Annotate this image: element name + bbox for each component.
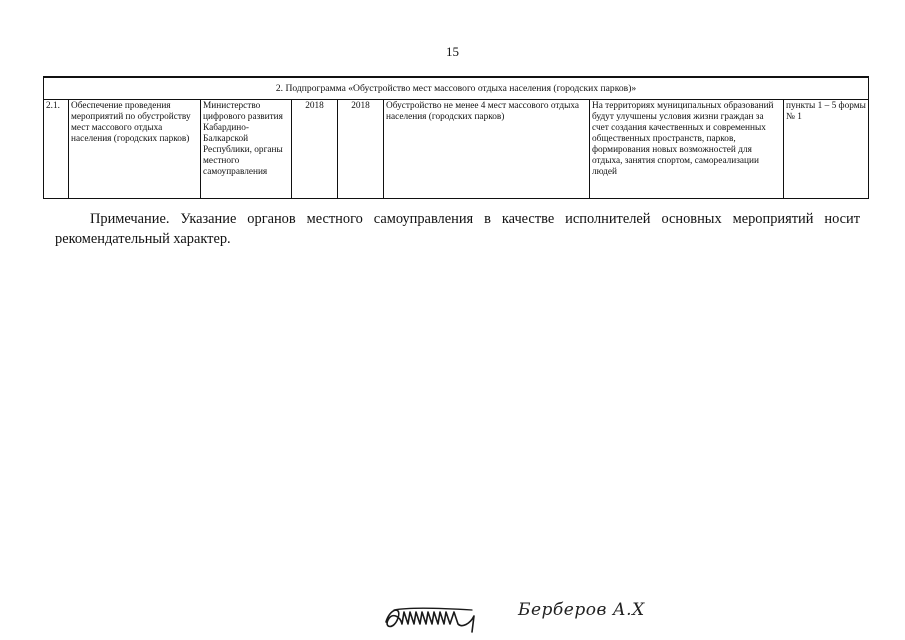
signature-name: Берберов А.Х xyxy=(518,600,645,620)
indicators-cell: пункты 1 – 5 формы № 1 xyxy=(784,100,869,199)
consequences-cell: На территориях муниципальных образований будут улучшены условия жизни граждан за счет создания качественных и современных общественных пространств, парков, формирования новых возможностей для отдыха, занятия спортом, самореализации людей xyxy=(590,100,784,199)
executor-cell: Министерство цифрового развития Кабардино-Балкарской Республики, органы местного самоуправления xyxy=(201,100,292,199)
end-year-cell: 2018 xyxy=(338,100,384,199)
row-number: 2.1. xyxy=(44,100,69,199)
subprogram-header-row xyxy=(44,77,869,100)
program-table xyxy=(43,76,869,199)
page-number: 15 xyxy=(446,44,459,59)
measure-cell: Обеспечение проведения мероприятий по обустройству мест массового отдыха населения (городских парков) xyxy=(69,100,201,199)
subprogram-title: 2. Подпрограмма «Обустройство мест массового отдыха населения (городских парков)» xyxy=(44,77,869,100)
start-year-cell: 2018 xyxy=(292,100,338,199)
table-row xyxy=(44,100,869,199)
note-paragraph: Примечание. Указание органов местного самоуправления в качестве исполнителей основных мероприятий носит рекомендательный характер. xyxy=(55,211,860,247)
expected-result-cell: Обустройство не менее 4 мест массового отдыха населения (городских парков) xyxy=(384,100,590,199)
signature-area xyxy=(380,598,680,638)
handwritten-signature xyxy=(380,598,500,638)
